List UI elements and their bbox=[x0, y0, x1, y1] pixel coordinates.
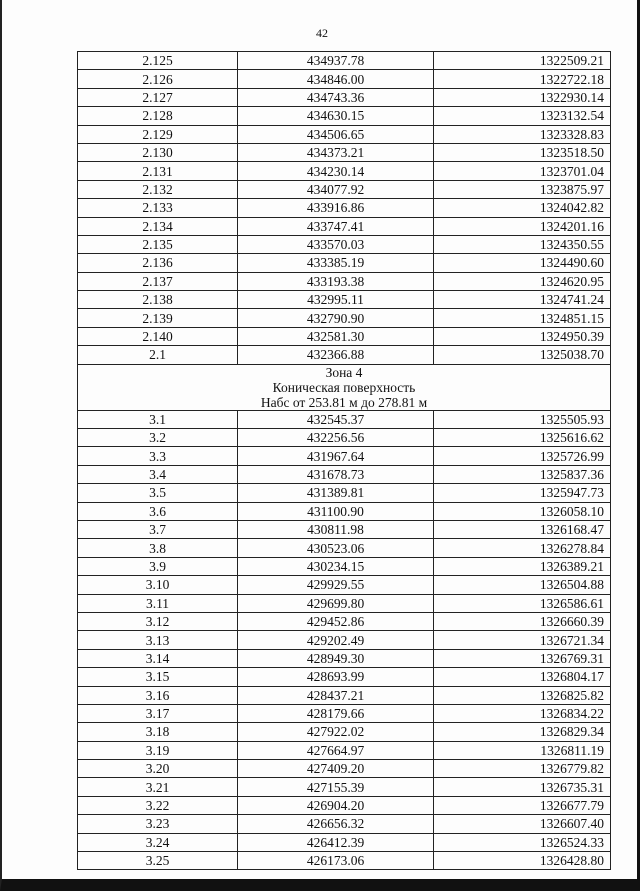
x-coordinate-cell: 431967.64 bbox=[238, 447, 434, 465]
x-coordinate-cell: 433747.41 bbox=[238, 217, 434, 235]
table-row bbox=[78, 594, 611, 612]
point-id-cell: 2.1 bbox=[78, 346, 238, 364]
table-row bbox=[78, 741, 611, 759]
table-row bbox=[78, 465, 611, 483]
point-id-cell: 3.19 bbox=[78, 741, 238, 759]
y-coordinate-cell: 1326278.84 bbox=[434, 539, 611, 557]
y-coordinate-cell: 1326829.34 bbox=[434, 723, 611, 741]
point-id-cell: 2.125 bbox=[78, 52, 238, 70]
y-coordinate-cell: 1326735.31 bbox=[434, 778, 611, 796]
table-row bbox=[78, 88, 611, 106]
table-row bbox=[78, 815, 611, 833]
x-coordinate-cell: 430811.98 bbox=[238, 520, 434, 538]
point-id-cell: 3.11 bbox=[78, 594, 238, 612]
table-row bbox=[78, 686, 611, 704]
y-coordinate-cell: 1326586.61 bbox=[434, 594, 611, 612]
table-row bbox=[78, 612, 611, 630]
y-coordinate-cell: 1326811.19 bbox=[434, 741, 611, 759]
x-coordinate-cell: 429929.55 bbox=[238, 576, 434, 594]
table-row bbox=[78, 199, 611, 217]
table-row bbox=[78, 447, 611, 465]
table-row bbox=[78, 704, 611, 722]
point-id-cell: 2.129 bbox=[78, 125, 238, 143]
y-coordinate-cell: 1326168.47 bbox=[434, 520, 611, 538]
x-coordinate-cell: 428693.99 bbox=[238, 668, 434, 686]
x-coordinate-cell: 427922.02 bbox=[238, 723, 434, 741]
table-row bbox=[78, 484, 611, 502]
x-coordinate-cell: 431678.73 bbox=[238, 465, 434, 483]
y-coordinate-cell: 1326769.31 bbox=[434, 649, 611, 667]
y-coordinate-cell: 1322722.18 bbox=[434, 70, 611, 88]
point-id-cell: 2.127 bbox=[78, 88, 238, 106]
point-id-cell: 3.3 bbox=[78, 447, 238, 465]
point-id-cell: 2.128 bbox=[78, 107, 238, 125]
table-row bbox=[78, 539, 611, 557]
y-coordinate-cell: 1322930.14 bbox=[434, 88, 611, 106]
x-coordinate-cell: 432256.56 bbox=[238, 429, 434, 447]
point-id-cell: 3.15 bbox=[78, 668, 238, 686]
x-coordinate-cell: 426412.39 bbox=[238, 833, 434, 851]
point-id-cell: 2.130 bbox=[78, 143, 238, 161]
x-coordinate-cell: 434937.78 bbox=[238, 52, 434, 70]
table-row bbox=[78, 852, 611, 870]
x-coordinate-cell: 434630.15 bbox=[238, 107, 434, 125]
point-id-cell: 3.24 bbox=[78, 833, 238, 851]
y-coordinate-cell: 1324350.55 bbox=[434, 235, 611, 253]
y-coordinate-cell: 1324042.82 bbox=[434, 199, 611, 217]
point-id-cell: 3.25 bbox=[78, 852, 238, 870]
point-id-cell: 3.10 bbox=[78, 576, 238, 594]
y-coordinate-cell: 1323328.83 bbox=[434, 125, 611, 143]
x-coordinate-cell: 427409.20 bbox=[238, 760, 434, 778]
zone-title: Зона 4 bbox=[325, 364, 363, 380]
table-row bbox=[78, 52, 611, 70]
point-id-cell: 3.16 bbox=[78, 686, 238, 704]
x-coordinate-cell: 428179.66 bbox=[238, 704, 434, 722]
table-row bbox=[78, 254, 611, 272]
coordinates-table-bottom-section bbox=[78, 410, 611, 870]
table-row bbox=[78, 429, 611, 447]
x-coordinate-cell: 430234.15 bbox=[238, 557, 434, 575]
point-id-cell: 3.5 bbox=[78, 484, 238, 502]
y-coordinate-cell: 1326677.79 bbox=[434, 796, 611, 814]
y-coordinate-cell: 1323518.50 bbox=[434, 143, 611, 161]
zone-height-range: Набс от 253.81 м до 278.81 м bbox=[260, 394, 428, 410]
point-id-cell: 2.134 bbox=[78, 217, 238, 235]
table-row bbox=[78, 217, 611, 235]
y-coordinate-cell: 1326825.82 bbox=[434, 686, 611, 704]
y-coordinate-cell: 1326389.21 bbox=[434, 557, 611, 575]
x-coordinate-cell: 434077.92 bbox=[238, 180, 434, 198]
x-coordinate-cell: 427664.97 bbox=[238, 741, 434, 759]
table-row bbox=[78, 557, 611, 575]
x-coordinate-cell: 433193.38 bbox=[238, 272, 434, 290]
table-row bbox=[78, 502, 611, 520]
x-coordinate-cell: 429699.80 bbox=[238, 594, 434, 612]
x-coordinate-cell: 434506.65 bbox=[238, 125, 434, 143]
x-coordinate-cell: 432790.90 bbox=[238, 309, 434, 327]
point-id-cell: 2.131 bbox=[78, 162, 238, 180]
point-id-cell: 3.12 bbox=[78, 612, 238, 630]
page-number: 42 bbox=[316, 26, 328, 40]
y-coordinate-cell: 1324201.16 bbox=[434, 217, 611, 235]
y-coordinate-cell: 1325616.62 bbox=[434, 429, 611, 447]
y-coordinate-cell: 1325726.99 bbox=[434, 447, 611, 465]
table-row bbox=[78, 833, 611, 851]
table-row bbox=[78, 723, 611, 741]
zone-header-row bbox=[78, 364, 611, 410]
x-coordinate-cell: 432995.11 bbox=[238, 291, 434, 309]
point-id-cell: 2.132 bbox=[78, 180, 238, 198]
x-coordinate-cell: 434846.00 bbox=[238, 70, 434, 88]
point-id-cell: 3.20 bbox=[78, 760, 238, 778]
x-coordinate-cell: 434743.36 bbox=[238, 88, 434, 106]
y-coordinate-cell: 1326779.82 bbox=[434, 760, 611, 778]
x-coordinate-cell: 431100.90 bbox=[238, 502, 434, 520]
y-coordinate-cell: 1326504.88 bbox=[434, 576, 611, 594]
x-coordinate-cell: 431389.81 bbox=[238, 484, 434, 502]
x-coordinate-cell: 428949.30 bbox=[238, 649, 434, 667]
y-coordinate-cell: 1324620.95 bbox=[434, 272, 611, 290]
x-coordinate-cell: 433385.19 bbox=[238, 254, 434, 272]
table-row bbox=[78, 760, 611, 778]
y-coordinate-cell: 1326804.17 bbox=[434, 668, 611, 686]
point-id-cell: 2.135 bbox=[78, 235, 238, 253]
y-coordinate-cell: 1324851.15 bbox=[434, 309, 611, 327]
table-row bbox=[78, 410, 611, 428]
table-row bbox=[78, 272, 611, 290]
table-row bbox=[78, 576, 611, 594]
y-coordinate-cell: 1322509.21 bbox=[434, 52, 611, 70]
x-coordinate-cell: 433570.03 bbox=[238, 235, 434, 253]
y-coordinate-cell: 1323875.97 bbox=[434, 180, 611, 198]
y-coordinate-cell: 1325038.70 bbox=[434, 346, 611, 364]
x-coordinate-cell: 433916.86 bbox=[238, 199, 434, 217]
x-coordinate-cell: 426656.32 bbox=[238, 815, 434, 833]
x-coordinate-cell: 432545.37 bbox=[238, 410, 434, 428]
x-coordinate-cell: 430523.06 bbox=[238, 539, 434, 557]
point-id-cell: 3.2 bbox=[78, 429, 238, 447]
point-id-cell: 2.138 bbox=[78, 291, 238, 309]
table-row bbox=[78, 309, 611, 327]
point-id-cell: 3.1 bbox=[78, 410, 238, 428]
table-row bbox=[78, 796, 611, 814]
y-coordinate-cell: 1326058.10 bbox=[434, 502, 611, 520]
point-id-cell: 3.13 bbox=[78, 631, 238, 649]
x-coordinate-cell: 426173.06 bbox=[238, 852, 434, 870]
point-id-cell: 2.139 bbox=[78, 309, 238, 327]
y-coordinate-cell: 1325837.36 bbox=[434, 465, 611, 483]
x-coordinate-cell: 432581.30 bbox=[238, 327, 434, 345]
point-id-cell: 3.8 bbox=[78, 539, 238, 557]
y-coordinate-cell: 1323132.54 bbox=[434, 107, 611, 125]
table-row bbox=[78, 346, 611, 364]
y-coordinate-cell: 1326721.34 bbox=[434, 631, 611, 649]
x-coordinate-cell: 429452.86 bbox=[238, 612, 434, 630]
zone-header-cell bbox=[78, 364, 611, 410]
point-id-cell: 3.7 bbox=[78, 520, 238, 538]
y-coordinate-cell: 1326607.40 bbox=[434, 815, 611, 833]
coordinates-table bbox=[77, 51, 611, 870]
y-coordinate-cell: 1323701.04 bbox=[434, 162, 611, 180]
x-coordinate-cell: 434230.14 bbox=[238, 162, 434, 180]
point-id-cell: 2.133 bbox=[78, 199, 238, 217]
point-id-cell: 2.140 bbox=[78, 327, 238, 345]
zone-header-section bbox=[78, 364, 611, 410]
zone-surface-type: Коническая поверхность bbox=[272, 379, 416, 395]
x-coordinate-cell: 426904.20 bbox=[238, 796, 434, 814]
table-row bbox=[78, 327, 611, 345]
y-coordinate-cell: 1325947.73 bbox=[434, 484, 611, 502]
point-id-cell: 3.6 bbox=[78, 502, 238, 520]
table-row bbox=[78, 235, 611, 253]
x-coordinate-cell: 434373.21 bbox=[238, 143, 434, 161]
point-id-cell: 3.23 bbox=[78, 815, 238, 833]
table-row bbox=[78, 668, 611, 686]
table-row bbox=[78, 649, 611, 667]
x-coordinate-cell: 432366.88 bbox=[238, 346, 434, 364]
y-coordinate-cell: 1324490.60 bbox=[434, 254, 611, 272]
table-row bbox=[78, 162, 611, 180]
coordinates-table-top-section bbox=[78, 52, 611, 365]
point-id-cell: 2.136 bbox=[78, 254, 238, 272]
table-row bbox=[78, 631, 611, 649]
point-id-cell: 3.18 bbox=[78, 723, 238, 741]
table-row bbox=[78, 143, 611, 161]
y-coordinate-cell: 1326524.33 bbox=[434, 833, 611, 851]
table-row bbox=[78, 520, 611, 538]
y-coordinate-cell: 1324741.24 bbox=[434, 291, 611, 309]
y-coordinate-cell: 1326428.80 bbox=[434, 852, 611, 870]
point-id-cell: 3.4 bbox=[78, 465, 238, 483]
x-coordinate-cell: 428437.21 bbox=[238, 686, 434, 704]
table-row bbox=[78, 180, 611, 198]
point-id-cell: 3.14 bbox=[78, 649, 238, 667]
point-id-cell: 3.17 bbox=[78, 704, 238, 722]
table-row bbox=[78, 778, 611, 796]
x-coordinate-cell: 429202.49 bbox=[238, 631, 434, 649]
table-row bbox=[78, 70, 611, 88]
table-row bbox=[78, 125, 611, 143]
point-id-cell: 3.9 bbox=[78, 557, 238, 575]
table-row bbox=[78, 291, 611, 309]
point-id-cell: 3.22 bbox=[78, 796, 238, 814]
y-coordinate-cell: 1326660.39 bbox=[434, 612, 611, 630]
y-coordinate-cell: 1326834.22 bbox=[434, 704, 611, 722]
point-id-cell: 3.21 bbox=[78, 778, 238, 796]
y-coordinate-cell: 1324950.39 bbox=[434, 327, 611, 345]
y-coordinate-cell: 1325505.93 bbox=[434, 410, 611, 428]
table-row bbox=[78, 107, 611, 125]
x-coordinate-cell: 427155.39 bbox=[238, 778, 434, 796]
point-id-cell: 2.126 bbox=[78, 70, 238, 88]
point-id-cell: 2.137 bbox=[78, 272, 238, 290]
